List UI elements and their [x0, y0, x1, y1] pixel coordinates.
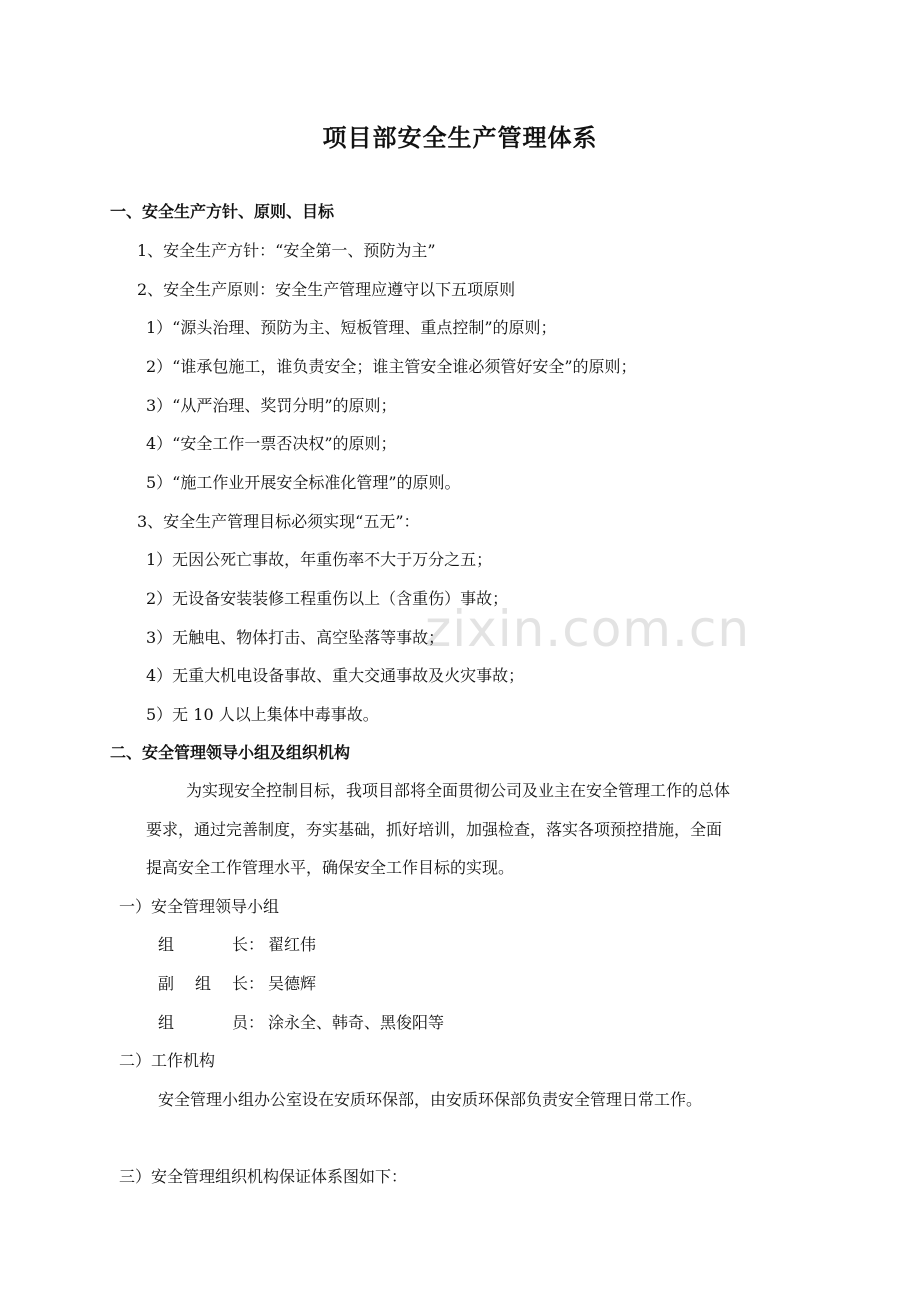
target-item: 1）无因公死亡事故，年重伤率不大于万分之五；: [146, 550, 493, 569]
section1-item3: 3、安全生产管理目标必须实现“五无”：: [137, 512, 420, 531]
member-colon: ：: [248, 935, 265, 954]
member-role-char: 组: [158, 1013, 175, 1032]
member-value: 涂永全、韩奇、黑俊阳等: [268, 1013, 445, 1032]
principle-item: 3）“从严治理、奖罚分明”的原则；: [146, 396, 397, 415]
target-item: 4）无重大机电设备事故、重大交通事故及火灾事故；: [146, 666, 525, 685]
document-title: 项目部安全生产管理体系: [322, 123, 598, 152]
section2-heading: 二、安全管理领导小组及组织机构: [110, 743, 351, 762]
member-colon: ：: [248, 974, 265, 993]
member-role-char: 副: [158, 974, 175, 993]
target-item: 2）无设备安装装修工程重伤以上（含重伤）事故；: [146, 589, 509, 608]
section2-paragraph-line: 为实现安全控制目标，我项目部将全面贯彻公司及业主在安全管理工作的总体: [186, 781, 731, 800]
subsection3-heading: 三）安全管理组织机构保证体系图如下：: [119, 1167, 408, 1186]
section2-paragraph-line: 要求，通过完善制度，夯实基础，抓好培训，加强检查，落实各项预控措施，全面: [146, 820, 723, 839]
target-item: 5）无 10 人以上集体中毒事故。: [146, 705, 379, 724]
principle-item: 1）“源头治理、预防为主、短板管理、重点控制”的原则；: [146, 318, 557, 337]
principle-item: 4）“安全工作一票否决权”的原则；: [146, 434, 397, 453]
member-value: 吴德辉: [268, 974, 317, 993]
watermark: zixin.com.cn: [425, 600, 751, 658]
member-role-char: 长: [232, 974, 249, 993]
section1-item2: 2、安全生产原则：安全生产管理应遵守以下五项原则: [137, 280, 516, 299]
subsection2-heading: 二）工作机构: [119, 1051, 216, 1070]
member-role-char: 组: [195, 974, 212, 993]
subsection1-heading: 一）安全管理领导小组: [119, 897, 280, 916]
member-value: 翟红伟: [268, 935, 317, 954]
principle-item: 5）“施工作业开展安全标准化管理”的原则。: [146, 473, 461, 492]
section1-heading: 一、安全生产方针、原则、目标: [110, 202, 335, 221]
member-colon: ：: [248, 1013, 265, 1032]
target-item: 3）无触电、物体打击、高空坠落等事故；: [146, 628, 445, 647]
member-role-char: 员: [232, 1013, 249, 1032]
section2-paragraph-line: 提高安全工作管理水平，确保安全工作目标的实现。: [146, 858, 515, 877]
member-role-char: 长: [232, 935, 249, 954]
principle-item: 2）“谁承包施工，谁负责安全；谁主管安全谁必须管好安全”的原则；: [146, 357, 637, 376]
section1-item1: 1、安全生产方针：“安全第一、预防为主”: [137, 241, 436, 260]
subsection2-text: 安全管理小组办公室设在安质环保部，由安质环保部负责安全管理日常工作。: [158, 1090, 703, 1109]
member-role-char: 组: [158, 935, 175, 954]
